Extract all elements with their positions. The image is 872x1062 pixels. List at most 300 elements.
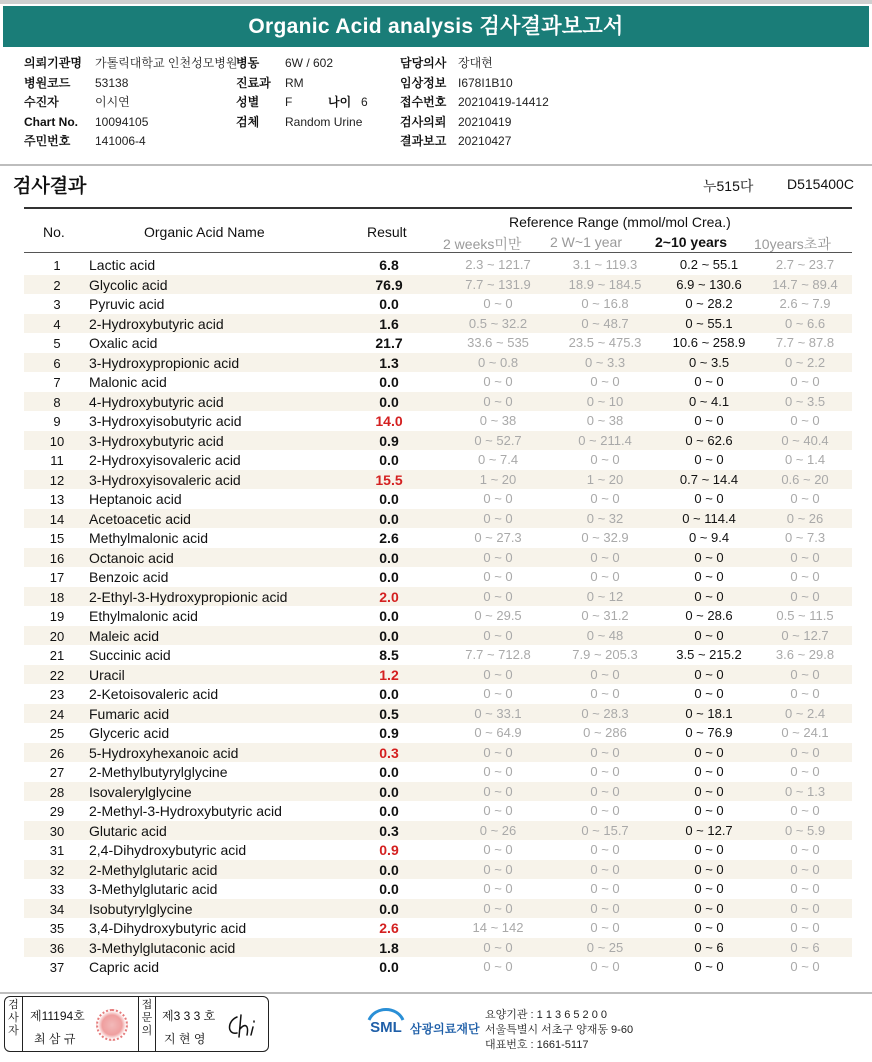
row-number: 16 <box>49 550 65 566</box>
id-value: 141006-4 <box>95 134 146 148</box>
table-row <box>24 801 852 821</box>
ref-range-2-10years: 0 ~ 9.4 <box>688 530 730 545</box>
ref-range-10years-plus: 0 ~ 2.4 <box>784 705 826 721</box>
table-row <box>24 957 852 977</box>
section-title: 검사결과 <box>13 176 87 197</box>
row-number: 3 <box>53 297 61 312</box>
ref-range-2w-1year: 0 ~ 0 <box>590 764 620 779</box>
result-value: 0.9 <box>379 842 399 858</box>
ref-range-2-10years: 0.2 ~ 55.1 <box>679 257 739 272</box>
result-value: 6.8 <box>379 257 399 273</box>
col-header-name: Organic Acid Name <box>144 224 265 240</box>
table-row <box>24 431 852 451</box>
table-top-rule <box>24 207 852 209</box>
ref-range-2-10years: 0 ~ 0 <box>694 900 724 916</box>
recipient-label: 수진자 <box>24 95 59 109</box>
ref-range-10years-plus: 0 ~ 0 <box>790 413 820 428</box>
ref-range-2-10years: 0 ~ 0 <box>694 686 724 701</box>
ref-range-2-10years: 0 ~ 0 <box>694 803 724 818</box>
report-date-value: 20210427 <box>458 134 512 148</box>
ref-range-2-10years: 0 ~ 0 <box>694 764 724 779</box>
ref-range-2w-1year: 0 ~ 0 <box>590 666 620 682</box>
ref-range-2-10years: 0 ~ 0 <box>694 374 724 389</box>
acid-name: 2-Hydroxybutyric acid <box>89 315 224 332</box>
row-number: 4 <box>53 316 61 332</box>
ref-range-2weeks: 0 ~ 0 <box>483 491 513 506</box>
row-number: 28 <box>49 784 65 800</box>
table-row <box>24 899 852 919</box>
ref-range-2w-1year: 0 ~ 0 <box>590 803 620 818</box>
ref-range-2w-1year: 7.9 ~ 205.3 <box>572 647 638 662</box>
table-row <box>24 762 852 782</box>
table-row <box>24 665 852 685</box>
result-value: 0.0 <box>379 861 399 878</box>
acid-name: 3-Methylglutaconic acid <box>89 939 236 956</box>
ref-range-2w-1year: 0 ~ 10 <box>586 393 624 409</box>
acid-name: 2-Methyl-3-Hydroxybutyric acid <box>89 803 282 819</box>
table-row <box>24 860 852 880</box>
row-number: 27 <box>49 765 65 780</box>
acid-name: Isobutyrylglycine <box>89 900 193 917</box>
receipt-label: 접수번호 <box>400 95 447 109</box>
table-row <box>24 840 852 860</box>
confirm-label: 접문의 <box>138 997 156 1051</box>
row-number: 2 <box>53 277 61 293</box>
report-date-label: 결과보고 <box>400 134 447 148</box>
result-value: 0.0 <box>379 510 399 527</box>
table-row <box>24 743 852 763</box>
ref-range-10years-plus: 0 ~ 6.6 <box>784 315 826 331</box>
org-address-line: 서울특별시 서초구 양재동 9-60 <box>485 1024 634 1036</box>
org-phone-line: 대표번호 : 1661-5117 <box>485 1039 589 1051</box>
institution-label: 의뢰기관명 <box>24 56 82 70</box>
result-value: 0.0 <box>379 686 399 702</box>
acid-name: 3,4-Dihydroxybutyric acid <box>89 920 247 936</box>
ref-range-2w-1year: 0 ~ 0 <box>590 900 620 916</box>
table-row <box>24 275 852 295</box>
ref-range-2-10years: 0.7 ~ 14.4 <box>679 471 739 487</box>
dept-value: RM <box>285 76 304 90</box>
ref-range-2-10years: 0 ~ 18.1 <box>685 705 733 721</box>
ref-range-10years-plus: 0 ~ 6 <box>790 939 820 955</box>
table-row <box>24 411 852 431</box>
ref-range-2w-1year: 0 ~ 0 <box>590 861 620 877</box>
acid-name: Methylmalonic acid <box>89 530 209 546</box>
row-number: 12 <box>49 472 65 488</box>
section-code-primary: 누515다 <box>703 178 754 194</box>
table-row <box>24 489 852 509</box>
table-row <box>24 392 852 412</box>
ref-range-10years-plus: 0 ~ 0 <box>790 764 820 779</box>
ref-range-2weeks: 0 ~ 0 <box>483 374 513 389</box>
ref-range-2w-1year: 0 ~ 0 <box>590 842 620 857</box>
ref-range-10years-plus: 0 ~ 0 <box>790 920 820 935</box>
acid-name: 2-Ethyl-3-Hydroxypropionic acid <box>89 588 288 605</box>
table-row <box>24 333 852 353</box>
acid-name: 2,4-Dihydroxybutyric acid <box>89 842 247 858</box>
ref-range-2w-1year: 0 ~ 0 <box>590 959 620 974</box>
ref-range-2w-1year: 0 ~ 0 <box>590 783 620 799</box>
ref-range-2w-1year: 0 ~ 0 <box>590 744 620 760</box>
ref-range-10years-plus: 0 ~ 0 <box>790 666 820 682</box>
ref-range-10years-plus: 0 ~ 0 <box>790 803 820 818</box>
result-value: 0.9 <box>379 725 399 741</box>
result-value: 0.0 <box>379 608 399 624</box>
table-row <box>24 587 852 607</box>
header-separator <box>0 164 872 166</box>
row-number: 34 <box>49 901 65 917</box>
result-value: 0.0 <box>379 881 399 897</box>
ward-label: 병동 <box>236 56 260 70</box>
result-value: 76.9 <box>375 276 403 293</box>
acid-name: Ethylmalonic acid <box>89 608 198 624</box>
acid-name: 3-Hydroxybutyric acid <box>89 432 224 449</box>
ref-range-2w-1year: 0 ~ 0 <box>590 881 620 896</box>
sml-logo-text: SML <box>370 1019 402 1036</box>
ref-range-10years-plus: 3.6 ~ 29.8 <box>775 647 835 662</box>
ref-range-10years-plus: 0.6 ~ 20 <box>781 471 829 487</box>
ref-col-2weeks: 2 weeks미만 <box>443 236 522 252</box>
ref-range-2w-1year: 0 ~ 32.9 <box>581 530 629 545</box>
row-number: 21 <box>49 648 65 663</box>
ref-range-2weeks: 2.3 ~ 121.7 <box>465 257 531 272</box>
result-value: 0.0 <box>379 764 399 780</box>
ref-range-2weeks: 0 ~ 0 <box>483 296 513 311</box>
ref-range-10years-plus: 0 ~ 0 <box>790 686 820 701</box>
result-value: 1.8 <box>379 939 399 956</box>
ref-range-2w-1year: 0 ~ 31.2 <box>581 608 629 623</box>
acid-name: Capric acid <box>89 959 160 975</box>
ref-range-10years-plus: 0 ~ 1.3 <box>784 783 826 799</box>
acid-name: Uracil <box>89 666 125 683</box>
result-value: 1.6 <box>379 315 399 332</box>
ref-range-2-10years: 0 ~ 62.6 <box>685 432 733 448</box>
result-value: 15.5 <box>375 471 403 488</box>
row-number: 15 <box>49 531 65 546</box>
ref-range-2w-1year: 18.9 ~ 184.5 <box>568 276 642 292</box>
hospital-code-value: 53138 <box>95 76 129 90</box>
ref-range-2w-1year: 0 ~ 12 <box>586 588 624 604</box>
ref-range-2-10years: 0 ~ 3.5 <box>688 354 730 370</box>
ref-range-2-10years: 0 ~ 114.4 <box>682 510 736 526</box>
row-number: 26 <box>49 745 65 761</box>
hospital-code-label: 병원코드 <box>24 76 71 90</box>
row-number: 18 <box>49 589 65 605</box>
row-number: 29 <box>49 804 65 819</box>
ref-range-10years-plus: 0 ~ 24.1 <box>781 725 829 740</box>
ref-range-2w-1year: 0 ~ 0 <box>590 374 620 389</box>
result-value: 0.9 <box>379 432 399 449</box>
ref-range-2-10years: 0 ~ 0 <box>694 842 724 857</box>
ref-range-2-10years: 0 ~ 28.2 <box>685 296 733 311</box>
confirm-license: 제3 3 3 호 <box>162 1009 216 1023</box>
ref-range-10years-plus: 0 ~ 40.4 <box>781 432 829 448</box>
ref-range-2-10years: 0 ~ 4.1 <box>688 393 730 409</box>
row-number: 37 <box>49 960 65 975</box>
ref-range-2w-1year: 0 ~ 0 <box>590 491 620 506</box>
ref-range-2-10years: 3.5 ~ 215.2 <box>676 647 742 662</box>
tester-label: 검사자 <box>5 997 23 1051</box>
clinical-value: I678I1B10 <box>458 76 513 90</box>
row-number: 6 <box>53 355 61 371</box>
table-row <box>24 821 852 841</box>
ref-range-2-10years: 0 ~ 0 <box>694 666 724 682</box>
ref-range-2-10years: 0 ~ 0 <box>694 783 724 799</box>
ref-range-10years-plus: 0 ~ 0 <box>790 881 820 896</box>
ref-range-2w-1year: 0 ~ 0 <box>590 549 620 565</box>
age-label: 나이 <box>328 95 352 109</box>
table-row <box>24 918 852 938</box>
ref-range-2weeks: 0 ~ 0 <box>483 783 513 799</box>
report-title: Organic Acid analysis 검사결과보고서 <box>3 6 869 47</box>
ref-range-10years-plus: 0 ~ 0 <box>790 842 820 857</box>
ref-range-2w-1year: 0 ~ 16.8 <box>581 296 629 311</box>
ref-range-2weeks: 0 ~ 26 <box>479 822 517 838</box>
acid-name: Glutaric acid <box>89 822 167 839</box>
acid-name: Malonic acid <box>89 374 167 390</box>
ref-range-2weeks: 0 ~ 0 <box>483 959 513 974</box>
acid-name: Heptanoic acid <box>89 491 182 507</box>
row-number: 7 <box>53 375 61 390</box>
result-value: 0.0 <box>379 296 399 312</box>
ref-range-10years-plus: 0 ~ 5.9 <box>784 822 826 838</box>
acid-name: 2-Methylglutaric acid <box>89 861 218 878</box>
row-number: 23 <box>49 687 65 702</box>
result-value: 0.0 <box>379 783 399 800</box>
ref-range-2-10years: 0 ~ 0 <box>694 549 724 565</box>
id-label: 주민번호 <box>24 134 71 148</box>
ref-range-10years-plus: 0 ~ 12.7 <box>781 627 829 643</box>
sml-logo-icon <box>365 1002 407 1044</box>
clinical-label: 임상정보 <box>400 76 447 90</box>
ref-range-2-10years: 0 ~ 0 <box>694 569 724 584</box>
recipient-value: 이시연 <box>95 95 130 109</box>
ref-range-2weeks: 0 ~ 0 <box>483 900 513 916</box>
top-border <box>0 0 872 4</box>
result-value: 0.0 <box>379 569 399 585</box>
receipt-value: 20210419-14412 <box>458 95 549 109</box>
row-number: 33 <box>49 882 65 897</box>
ref-range-2-10years: 0 ~ 28.6 <box>685 608 733 623</box>
ref-range-2weeks: 0 ~ 0 <box>483 549 513 565</box>
ref-range-2-10years: 10.6 ~ 258.9 <box>672 335 746 350</box>
ref-range-2weeks: 0 ~ 0 <box>483 627 513 643</box>
institution-value: 가톨릭대학교 인천성모병원 <box>95 56 238 70</box>
table-row <box>24 938 852 958</box>
row-number: 1 <box>53 258 61 273</box>
acid-name: 3-Hydroxyisovaleric acid <box>89 471 241 488</box>
ref-range-10years-plus: 0 ~ 0 <box>790 959 820 974</box>
ref-range-2weeks: 0 ~ 0 <box>483 764 513 779</box>
table-row <box>24 353 852 373</box>
ref-range-2w-1year: 0 ~ 211.4 <box>578 432 632 448</box>
sex-label: 성별 <box>236 95 260 109</box>
ref-range-2-10years: 0 ~ 12.7 <box>685 822 733 838</box>
ref-range-2w-1year: 0 ~ 25 <box>586 939 624 955</box>
acid-name: Benzoic acid <box>89 569 169 585</box>
row-number: 19 <box>49 609 65 624</box>
section-code-secondary: D515400C <box>787 176 854 192</box>
ref-range-2w-1year: 0 ~ 28.3 <box>581 705 629 721</box>
confirm-name: 지 현 영 <box>164 1032 206 1046</box>
ref-range-2weeks: 0 ~ 0 <box>483 744 513 760</box>
acid-name: 5-Hydroxyhexanoic acid <box>89 744 239 761</box>
ref-range-2weeks: 0 ~ 0 <box>483 510 513 526</box>
row-number: 9 <box>53 414 61 429</box>
result-value: 0.0 <box>379 452 399 468</box>
ref-range-2-10years: 0 ~ 0 <box>694 959 724 974</box>
specimen-label: 검체 <box>236 115 260 129</box>
row-number: 24 <box>49 706 65 722</box>
row-number: 17 <box>49 570 65 585</box>
ref-range-10years-plus: 2.6 ~ 7.9 <box>779 296 831 311</box>
result-value: 8.5 <box>379 647 399 663</box>
ref-range-2weeks: 0 ~ 38 <box>479 413 517 428</box>
ref-range-2weeks: 33.6 ~ 535 <box>467 335 529 350</box>
result-value: 0.0 <box>379 393 399 410</box>
table-row <box>24 567 852 587</box>
acid-name: Glycolic acid <box>89 276 168 293</box>
org-code-line: 요양기관 : 1 1 3 6 5 2 0 0 <box>485 1009 608 1021</box>
specimen-value: Random Urine <box>285 115 363 129</box>
row-number: 30 <box>49 823 65 839</box>
ward-value: 6W / 602 <box>285 56 334 70</box>
org-name: 삼광의료재단 <box>410 1022 480 1036</box>
ref-range-2weeks: 0 ~ 0 <box>483 588 513 604</box>
row-number: 14 <box>49 511 65 527</box>
acid-name: Glyceric acid <box>89 725 170 741</box>
table-row <box>24 470 852 490</box>
row-number: 36 <box>49 940 65 956</box>
row-number: 22 <box>49 667 65 683</box>
result-value: 0.0 <box>379 803 399 819</box>
ref-range-2w-1year: 0 ~ 38 <box>586 413 624 428</box>
acid-name: Fumaric acid <box>89 705 170 722</box>
ref-range-10years-plus: 0 ~ 0 <box>790 744 820 760</box>
ref-range-10years-plus: 0 ~ 0 <box>790 900 820 916</box>
ref-range-2weeks: 0 ~ 0.8 <box>477 354 519 370</box>
table-row <box>24 509 852 529</box>
ref-range-2weeks: 0.5 ~ 32.2 <box>468 315 528 331</box>
ref-range-2w-1year: 0 ~ 15.7 <box>581 822 629 838</box>
result-value: 0.5 <box>379 705 399 722</box>
ref-range-2weeks: 0 ~ 27.3 <box>474 530 522 545</box>
result-value: 0.0 <box>379 491 399 507</box>
ref-range-2-10years: 0 ~ 55.1 <box>685 315 733 331</box>
ref-range-2weeks: 0 ~ 0 <box>483 861 513 877</box>
table-row <box>24 255 852 275</box>
ref-range-2-10years: 0 ~ 0 <box>694 413 724 428</box>
ref-range-2-10years: 0 ~ 0 <box>694 627 724 643</box>
ref-range-2weeks: 0 ~ 0 <box>483 686 513 701</box>
ref-range-2w-1year: 0 ~ 0 <box>590 920 620 935</box>
row-number: 5 <box>53 336 61 351</box>
ref-range-2weeks: 0 ~ 52.7 <box>474 432 522 448</box>
ref-range-10years-plus: 0 ~ 0 <box>790 569 820 584</box>
ref-range-2w-1year: 0 ~ 48 <box>586 627 624 643</box>
row-number: 31 <box>49 843 65 858</box>
acid-name: Maleic acid <box>89 627 160 644</box>
table-row <box>24 548 852 568</box>
ref-range-2-10years: 0 ~ 0 <box>694 452 724 467</box>
ref-range-2w-1year: 0 ~ 0 <box>590 569 620 584</box>
row-number: 11 <box>50 453 64 468</box>
ref-range-10years-plus: 0 ~ 0 <box>790 588 820 604</box>
acid-name: Isovalerylglycine <box>89 783 192 800</box>
result-value: 0.0 <box>379 900 399 917</box>
ref-range-2w-1year: 3.1 ~ 119.3 <box>572 257 638 272</box>
age-value: 6 <box>361 95 368 109</box>
ref-range-10years-plus: 0 ~ 2.2 <box>784 354 826 370</box>
request-value: 20210419 <box>458 115 512 129</box>
request-label: 검사의뢰 <box>400 115 447 129</box>
ref-range-2weeks: 0 ~ 7.4 <box>477 452 519 467</box>
result-value: 1.3 <box>379 354 399 371</box>
result-value: 0.0 <box>379 627 399 644</box>
chart-value: 10094105 <box>95 115 149 129</box>
table-row <box>24 704 852 724</box>
dept-label: 진료과 <box>236 76 271 90</box>
ref-range-2weeks: 0 ~ 0 <box>483 939 513 955</box>
table-row <box>24 879 852 899</box>
acid-name: 2-Ketoisovaleric acid <box>89 686 219 702</box>
acid-name: 3-Methylglutaric acid <box>89 881 218 897</box>
ref-col-2w-1year: 2 W~1 year <box>550 234 622 250</box>
table-row <box>24 314 852 334</box>
ref-range-2w-1year: 0 ~ 3.3 <box>584 354 626 370</box>
ref-range-2weeks: 0 ~ 0 <box>483 842 513 857</box>
acid-name: Pyruvic acid <box>89 296 165 312</box>
ref-range-2weeks: 0 ~ 0 <box>483 666 513 682</box>
acid-name: 4-Hydroxybutyric acid <box>89 393 224 410</box>
acid-name: Octanoic acid <box>89 549 174 566</box>
row-number: 20 <box>49 628 65 644</box>
acid-name: Succinic acid <box>89 647 171 663</box>
acid-name: 3-Hydroxypropionic acid <box>89 354 240 371</box>
ref-range-10years-plus: 0 ~ 1.4 <box>784 452 826 467</box>
ref-range-10years-plus: 0 ~ 26 <box>786 510 824 526</box>
ref-range-2weeks: 0 ~ 0 <box>483 569 513 584</box>
result-value: 21.7 <box>375 335 403 351</box>
row-number: 10 <box>49 433 65 449</box>
acid-name: 2-Hydroxyisovaleric acid <box>89 452 241 468</box>
ref-range-10years-plus: 0 ~ 7.3 <box>784 530 826 545</box>
col-header-result: Result <box>367 224 407 240</box>
table-row <box>24 450 852 470</box>
result-value: 0.0 <box>379 374 399 390</box>
ref-range-2-10years: 6.9 ~ 130.6 <box>676 276 742 292</box>
ref-range-2w-1year: 23.5 ~ 475.3 <box>568 335 642 350</box>
signature-mark <box>223 1011 263 1041</box>
chart-label: Chart No. <box>24 115 78 129</box>
acid-name: Lactic acid <box>89 257 156 273</box>
ref-range-10years-plus: 0 ~ 0 <box>790 549 820 565</box>
result-value: 2.6 <box>379 530 399 546</box>
ref-range-10years-plus: 0 ~ 3.5 <box>784 393 826 409</box>
result-value: 0.3 <box>379 744 399 761</box>
table-row <box>24 723 852 743</box>
ref-range-2weeks: 0 ~ 33.1 <box>474 705 522 721</box>
ref-range-2-10years: 0 ~ 0 <box>694 588 724 604</box>
ref-range-10years-plus: 0 ~ 0 <box>790 491 820 506</box>
doctor-value: 장대현 <box>458 56 493 70</box>
acid-name: 2-Methylbutyrylglycine <box>89 764 228 780</box>
table-row <box>24 528 852 548</box>
signature-box <box>4 996 269 1052</box>
ref-range-2w-1year: 0 ~ 32 <box>586 510 624 526</box>
ref-range-2w-1year: 0 ~ 48.7 <box>581 315 629 331</box>
row-number: 25 <box>49 726 65 741</box>
